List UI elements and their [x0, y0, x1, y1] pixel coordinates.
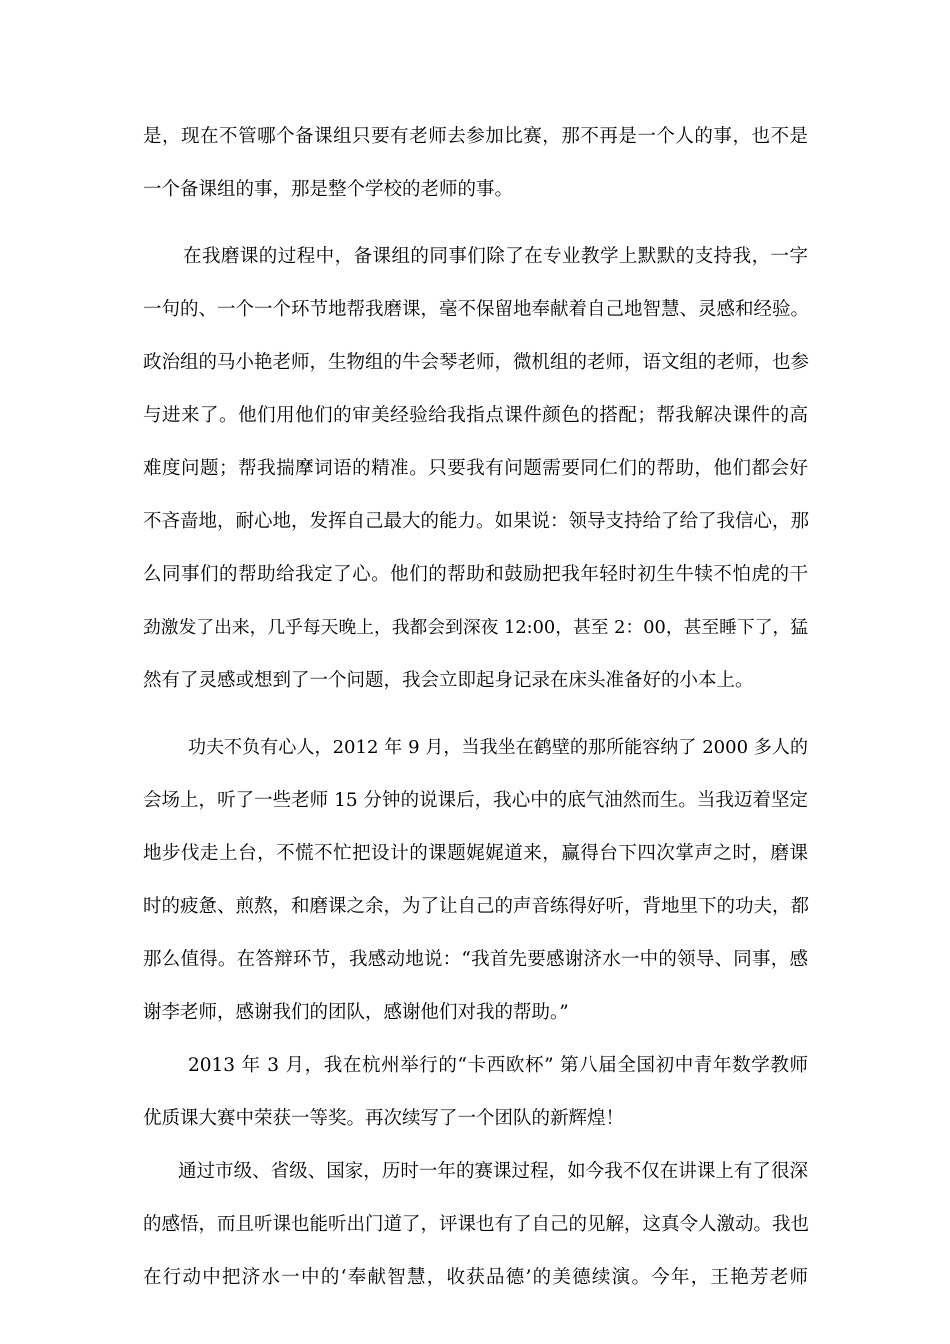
text-line: 的感悟，而且听课也能听出门道了，评课也有了自己的见解，这真令人激动。我也 [143, 1214, 810, 1235]
text-line: 时的疲惫、煎熬，和磨课之余，为了让自己的声音练得好听，背地里下的功夫，都 [143, 896, 810, 917]
text-line: 优质课大赛中荣获一等奖。再次续写了一个团队的新辉煌！ [143, 1108, 625, 1129]
text-line: 那么值得。在答辩环节，我感动地说：“我首先要感谢济水一中的领导、同事，感 [143, 949, 808, 970]
text-line: 在我磨课的过程中，备课组的同事们除了在专业教学上默默的支持我，一字 [183, 246, 808, 267]
text-line: 一个备课组的事，那是整个学校的老师的事。 [143, 179, 514, 200]
text-line: 通过市级、省级、国家，历时一年的赛课过程，如今我不仅在讲课上有了很深 [178, 1161, 808, 1182]
text-line: 2013 年 3 月，我在杭州举行的“卡西欧杯” 第八届全国初中青年数学教师 [188, 1055, 808, 1076]
text-line: 是，现在不管哪个备课组只要有老师去参加比赛，那不再是一个人的事，也不是 [143, 126, 808, 147]
text-line: 地步伐走上台，不慌不忙把设计的课题娓娓道来，赢得台下四次掌声之时，磨课 [143, 843, 808, 864]
text-line: 然有了灵感或想到了一个问题，我会立即起身记录在床头准备好的小本上。 [143, 670, 754, 691]
text-line: 么同事们的帮助给我定了心。他们的帮助和鼓励把我年轻时初生牛犊不怕虎的干 [143, 564, 808, 585]
text-line: 难度问题；帮我揣摩词语的精准。只要我有问题需要同仁们的帮助，他们都会好 [143, 458, 808, 479]
text-line: 在行动中把济水一中的‘奉献智慧，收获品德’的美德续演。今年，王艳芳老师 [143, 1267, 808, 1288]
text-line: 不吝啬地，耐心地，发挥自己最大的能力。如果说：领导支持给了给了我信心，那 [143, 511, 810, 532]
text-line: 会场上，听了一些老师 15 分钟的说课后，我心中的底气油然而生。当我迈着坚定 [143, 790, 808, 811]
text-line: 功夫不负有心人，2012 年 9 月，当我坐在鹤壁的那所能容纳了 2000 多人的 [188, 737, 808, 758]
text-line: 一句的、一个一个环节地帮我磨课，毫不保留地奉献着自己地智慧、灵感和经验。 [143, 299, 810, 320]
text-line: 劲激发了出来，几乎每天晚上，我都会到深夜 12:00，甚至 2：00，甚至睡下了，猛 [143, 618, 808, 638]
text-line: 谢李老师，感谢我们的团队，感谢他们对我的帮助。” [143, 1002, 569, 1023]
text-line: 政治组的马小艳老师，生物组的牛会琴老师，微机组的老师，语文组的老师，也参 [143, 352, 810, 373]
text-line: 与进来了。他们用他们的审美经验给我指点课件颜色的搭配；帮我解决课件的高 [143, 405, 808, 426]
